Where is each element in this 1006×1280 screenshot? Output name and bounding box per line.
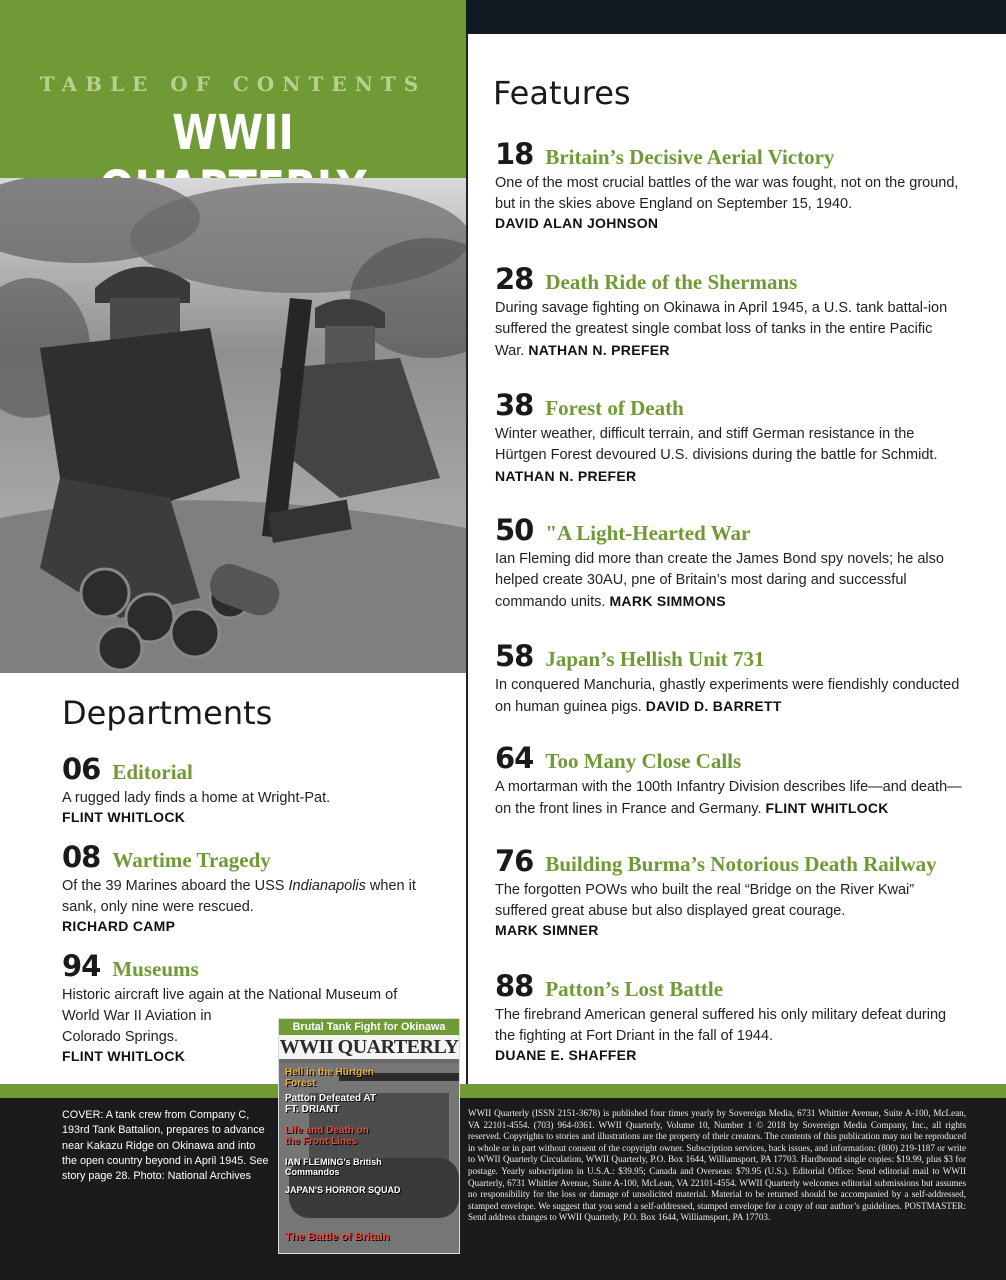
page-number: 08 xyxy=(62,840,101,874)
author-name: DAVID ALAN JOHNSON xyxy=(495,215,659,231)
page-number: 58 xyxy=(495,639,534,673)
feature-description xyxy=(495,675,965,718)
description-text: Of the 39 Marines aboard the USS xyxy=(62,878,289,894)
ship-name: Indianapolis xyxy=(288,878,366,894)
page-number: 94 xyxy=(62,949,101,983)
cover-line: IAN FLEMING's British Commandos xyxy=(285,1157,382,1177)
footer-green-rule xyxy=(0,1084,1006,1098)
cover-line: Hell in the Hürtgen Forest xyxy=(285,1067,374,1089)
magazine-title: WWII xyxy=(172,105,294,161)
author-name: NATHAN N. PREFER xyxy=(495,468,637,484)
department-description xyxy=(62,876,432,918)
feature-entry xyxy=(495,741,965,820)
feature-entry xyxy=(495,844,965,938)
cover-line: JAPAN'S HORROR SQUAD xyxy=(285,1185,401,1195)
departments-heading: Departments xyxy=(62,694,273,732)
feature-entry xyxy=(495,969,965,1063)
column-divider xyxy=(466,34,468,1084)
cover-line: The Battle of Britain xyxy=(285,1231,390,1243)
features-heading: Features xyxy=(493,74,631,112)
feature-entry xyxy=(495,137,965,231)
page-number: 76 xyxy=(495,844,534,878)
author-name: DUANE E. SHAFFER xyxy=(495,1047,637,1063)
feature-description xyxy=(495,424,965,488)
department-title[interactable]: Wartime Tragedy xyxy=(112,848,271,872)
author-name: FLINT WHITLOCK xyxy=(62,1048,186,1064)
cover-caption: COVER: A tank crew from Company C, 193rd Tank Battalion, prepares to advance near Kakazu Ridge on Okinawa and into the open country beyond in April 1945. See story page 28. Photo: National Archives xyxy=(62,1109,269,1183)
feature-entry xyxy=(495,388,965,488)
cover-line: Patton Defeated AT FT. DRIANT xyxy=(285,1093,377,1115)
author-name: DAVID D. BARRETT xyxy=(645,698,782,714)
feature-entry xyxy=(495,262,965,362)
feature-entry xyxy=(495,513,965,613)
department-entry-editorial xyxy=(62,752,442,825)
feature-title[interactable]: Building Burma’s Notorious Death Railway xyxy=(545,852,937,876)
department-title[interactable]: Editorial xyxy=(112,760,193,784)
feature-title[interactable]: "A Light-Hearted War xyxy=(545,521,751,545)
description-text: Winter weather, difficult terrain, and stiff German resistance in the Hürtgen Forest devoured U.S. divisions during the battle for Schmidt. xyxy=(495,426,938,463)
description-text: In conquered Manchuria, ghastly experiments were fiendishly conducted on human guinea pigs. xyxy=(495,677,960,715)
page-number: 38 xyxy=(495,388,534,422)
page-number: 28 xyxy=(495,262,534,296)
feature-description: One of the most crucial battles of the war was fought, not on the ground, but in the skies above England on September 15, 1940. xyxy=(495,175,959,212)
feature-title[interactable]: Too Many Close Calls xyxy=(545,749,742,773)
feature-title[interactable]: Forest of Death xyxy=(545,396,684,420)
author-name: FLINT WHITLOCK xyxy=(62,809,186,825)
page-number: 64 xyxy=(495,741,534,775)
feature-description: The firebrand American general suffered his only military defeat during the fighting at Fort Driant in the fall of 1944. xyxy=(495,1007,947,1044)
feature-description xyxy=(495,777,965,820)
page-number: 18 xyxy=(495,137,534,171)
publication-legal-text: WWII Quarterly (ISSN 2151-3678) is published four times yearly by Sovereign Media, 6731 Whittier Avenue, Suite A-100, McLean, VA 22101-4554. (703) 964-0361. WWII Quarterly, Volume 10, Number 1 © 2018 by Sovereign Media Company, Inc., all rights reserved. Copyrights to stories and illustrations are the property of their creators. The contents of this publication may not be reproduced in whole or in part without consent of the copyright owner. Subscription services, back issues, and information: (800) 219-1187 or write to WWII Quarterly Circulation, WWII Quarterly, P.O. Box 1644, Williamsport, PA 17703. Hardbound single copies: $19.99, plus $3 for postage. Yearly subscription in U.S.A.: $39.95; Canada and Overseas: $79.95 (U.S.). Editorial Office: Send editorial mail to WWII Quarterly, 6731 Whittier Avenue, Suite A-100, McLean, VA 22101-4554. WWII Quarterly welcomes editorial submissions but assumes no responsibility for the loss or damage of unsolicited material. Material to be returned should be accompanied by a self-addressed, stamped envelope. We suggest that you send a self-addressed, stamped envelope for a copy of our author’s guidelines. POSTMASTER: Send address changes to WWII Quarterly, P.O. Box 1644, Williamsport, PA 17703. xyxy=(468,1108,966,1223)
description-line: World War II Aviation in xyxy=(62,1008,212,1024)
page-number: 50 xyxy=(495,513,534,547)
description-text: During savage fighting on Okinawa in April 1945, a U.S. tank battal-ion suffered the greatest single combat loss of tanks in the entire Pacific War. xyxy=(495,300,948,359)
page-number: 88 xyxy=(495,969,534,1003)
feature-description: The forgotten POWs who built the real “Bridge on the River Kwai” suffered great abuse but also displayed great courage. xyxy=(495,882,915,919)
author-name: FLINT WHITLOCK xyxy=(765,800,889,816)
department-description: A rugged lady finds a home at Wright-Pat. xyxy=(62,790,331,806)
description-line: Colorado Springs. xyxy=(62,1029,179,1045)
page-number: 06 xyxy=(62,752,101,786)
description-text: A mortarman with the 100th Infantry Division describes life—and death—on the front lines in France and Germany. xyxy=(495,779,962,817)
author-name: MARK SIMNER xyxy=(495,922,599,938)
description-text: Ian Fleming did more than create the James Bond spy novels; he also helped create 30AU, pne of Britain’s most daring and successful commando units. xyxy=(495,551,944,610)
description-line: Historic aircraft live again at the National Museum of xyxy=(62,987,398,1003)
feature-title[interactable]: Patton’s Lost Battle xyxy=(545,977,724,1001)
author-name: RICHARD CAMP xyxy=(62,918,176,934)
description-text: when it sank, only nine were rescued. xyxy=(62,878,416,915)
cover-thumbnail[interactable] xyxy=(278,1018,460,1254)
feature-title[interactable]: Japan’s Hellish Unit 731 xyxy=(545,647,765,671)
header-dark-bar xyxy=(466,0,1006,34)
feature-title[interactable]: Britain’s Decisive Aerial Victory xyxy=(545,145,835,169)
department-title[interactable]: Museums xyxy=(112,957,199,981)
soldiers-mortar-photo xyxy=(0,178,466,673)
author-name: NATHAN N. PREFER xyxy=(528,342,670,358)
author-name: MARK SIMMONS xyxy=(609,593,726,609)
department-entry-wartime-tragedy xyxy=(62,840,432,934)
feature-title[interactable]: Death Ride of the Shermans xyxy=(545,270,798,294)
feature-description xyxy=(495,549,965,613)
cover-line: Life and Death on the Front Lines xyxy=(285,1125,369,1147)
feature-entry xyxy=(495,639,965,718)
cover-masthead: WWII QUARTERLY xyxy=(279,1036,459,1058)
feature-description xyxy=(495,298,965,362)
cover-banner: Brutal Tank Fight for Okinawa xyxy=(279,1019,459,1035)
toc-label: TABLE OF CONTENTS xyxy=(39,72,427,96)
